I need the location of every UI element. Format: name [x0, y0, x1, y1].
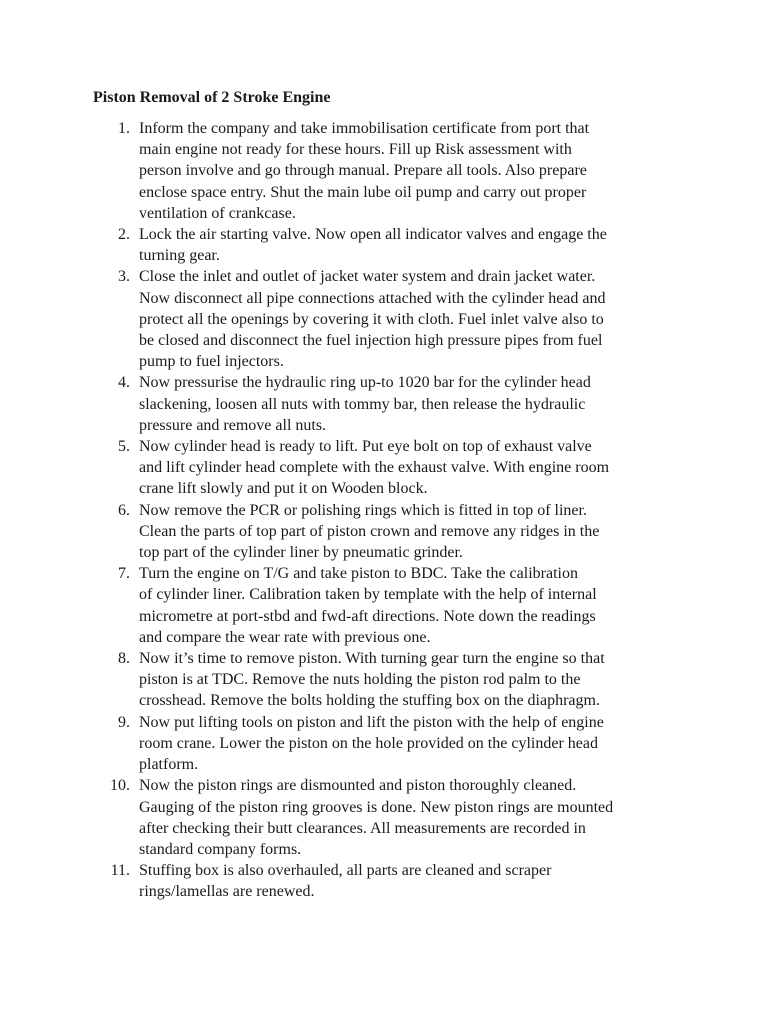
procedure-step-list	[0, 118, 768, 903]
step-number: 9.	[118, 713, 130, 731]
step-number: 4.	[118, 374, 130, 392]
procedure-step	[0, 118, 679, 224]
step-text-line: platform.	[139, 756, 199, 774]
step-text-line: Now cylinder head is ready to lift. Put eye bolt on top of exhaust valve	[139, 438, 592, 456]
step-number: 3.	[118, 268, 130, 286]
step-text-line: Now remove the PCR or polishing rings which is fitted in top of liner.	[139, 501, 587, 519]
step-text-line: Clean the parts of top part of piston crown and remove any ridges in the	[139, 522, 600, 540]
procedure-step	[0, 648, 679, 712]
procedure-step	[0, 224, 679, 266]
document-title: Piston Removal of 2 Stroke Engine	[93, 89, 331, 106]
step-text-line: Now disconnect all pipe connections attached with the cylinder head and	[139, 289, 606, 307]
step-text-line: pump to fuel injectors.	[139, 353, 284, 371]
step-text-line: standard company forms.	[139, 840, 302, 858]
step-text-line: piston is at TDC. Remove the nuts holding the piston rod palm to the	[139, 671, 581, 689]
step-text-line: and lift cylinder head complete with the exhaust valve. With engine room	[139, 459, 610, 477]
procedure-step	[0, 712, 679, 776]
step-text-line: Close the inlet and outlet of jacket water system and drain jacket water.	[139, 268, 596, 286]
step-text-line: crane lift slowly and put it on Wooden block.	[139, 480, 428, 498]
procedure-step	[0, 266, 679, 372]
step-text-line: be closed and disconnect the fuel injection high pressure pipes from fuel	[139, 332, 603, 350]
procedure-step	[0, 500, 679, 564]
step-text-line: crosshead. Remove the bolts holding the stuffing box on the diaphragm.	[139, 692, 600, 710]
step-text-line: enclose space entry. Shut the main lube oil pump and carry out proper	[139, 183, 587, 201]
step-text-line: turning gear.	[139, 247, 220, 265]
procedure-step	[0, 860, 679, 902]
step-text-line: Now put lifting tools on piston and lift the piston with the help of engine	[139, 713, 604, 731]
step-text-line: Lock the air starting valve. Now open all indicator valves and engage the	[139, 226, 607, 244]
step-number: 10.	[110, 777, 130, 795]
step-text-line: Now it’s time to remove piston. With turning gear turn the engine so that	[139, 650, 605, 668]
step-text-line: Now pressurise the hydraulic ring up-to 1020 bar for the cylinder head	[139, 374, 591, 392]
step-number: 1.	[118, 120, 130, 137]
step-text-line: room crane. Lower the piston on the hole provided on the cylinder head	[139, 734, 598, 752]
procedure-step	[0, 563, 679, 648]
step-text-line: ventilation of crankcase.	[139, 204, 296, 222]
procedure-step	[0, 775, 679, 860]
step-text-line: and compare the wear rate with previous one.	[139, 628, 431, 646]
step-text-line: pressure and remove all nuts.	[139, 416, 327, 434]
step-text-line: Now the piston rings are dismounted and piston thoroughly cleaned.	[139, 777, 577, 795]
procedure-step	[0, 372, 679, 436]
step-text-line: rings/lamellas are renewed.	[139, 883, 315, 901]
step-number: 6.	[118, 501, 130, 519]
step-text-line: main engine not ready for these hours. Fill up Risk assessment with	[139, 141, 572, 159]
step-text-line: Inform the company and take immobilisation certificate from port that	[139, 120, 590, 137]
step-number: 7.	[118, 565, 130, 583]
step-text-line: slackening, loosen all nuts with tommy bar, then release the hydraulic	[139, 395, 586, 413]
step-text-line: micrometre at port-stbd and fwd-aft directions. Note down the readings	[139, 607, 596, 625]
step-text-line: Gauging of the piston ring grooves is done. New piston rings are mounted	[139, 798, 614, 816]
step-text-line: protect all the openings by covering it with cloth. Fuel inlet valve also to	[139, 310, 604, 328]
step-text-line: of cylinder liner. Calibration taken by template with the help of internal	[139, 586, 597, 604]
step-number: 11.	[110, 862, 130, 880]
step-text-line: person involve and go through manual. Prepare all tools. Also prepare	[139, 162, 587, 180]
step-number: 8.	[118, 650, 130, 668]
step-text-line: Turn the engine on T/G and take piston to BDC. Take the calibration	[139, 565, 578, 583]
step-text-line: after checking their butt clearances. All measurements are recorded in	[139, 819, 586, 837]
step-text-line: Stuffing box is also overhauled, all parts are cleaned and scraper	[139, 862, 552, 880]
step-number: 2.	[118, 226, 130, 244]
step-number: 5.	[118, 438, 130, 456]
procedure-step	[0, 436, 679, 500]
step-text-line: top part of the cylinder liner by pneumatic grinder.	[139, 544, 463, 562]
